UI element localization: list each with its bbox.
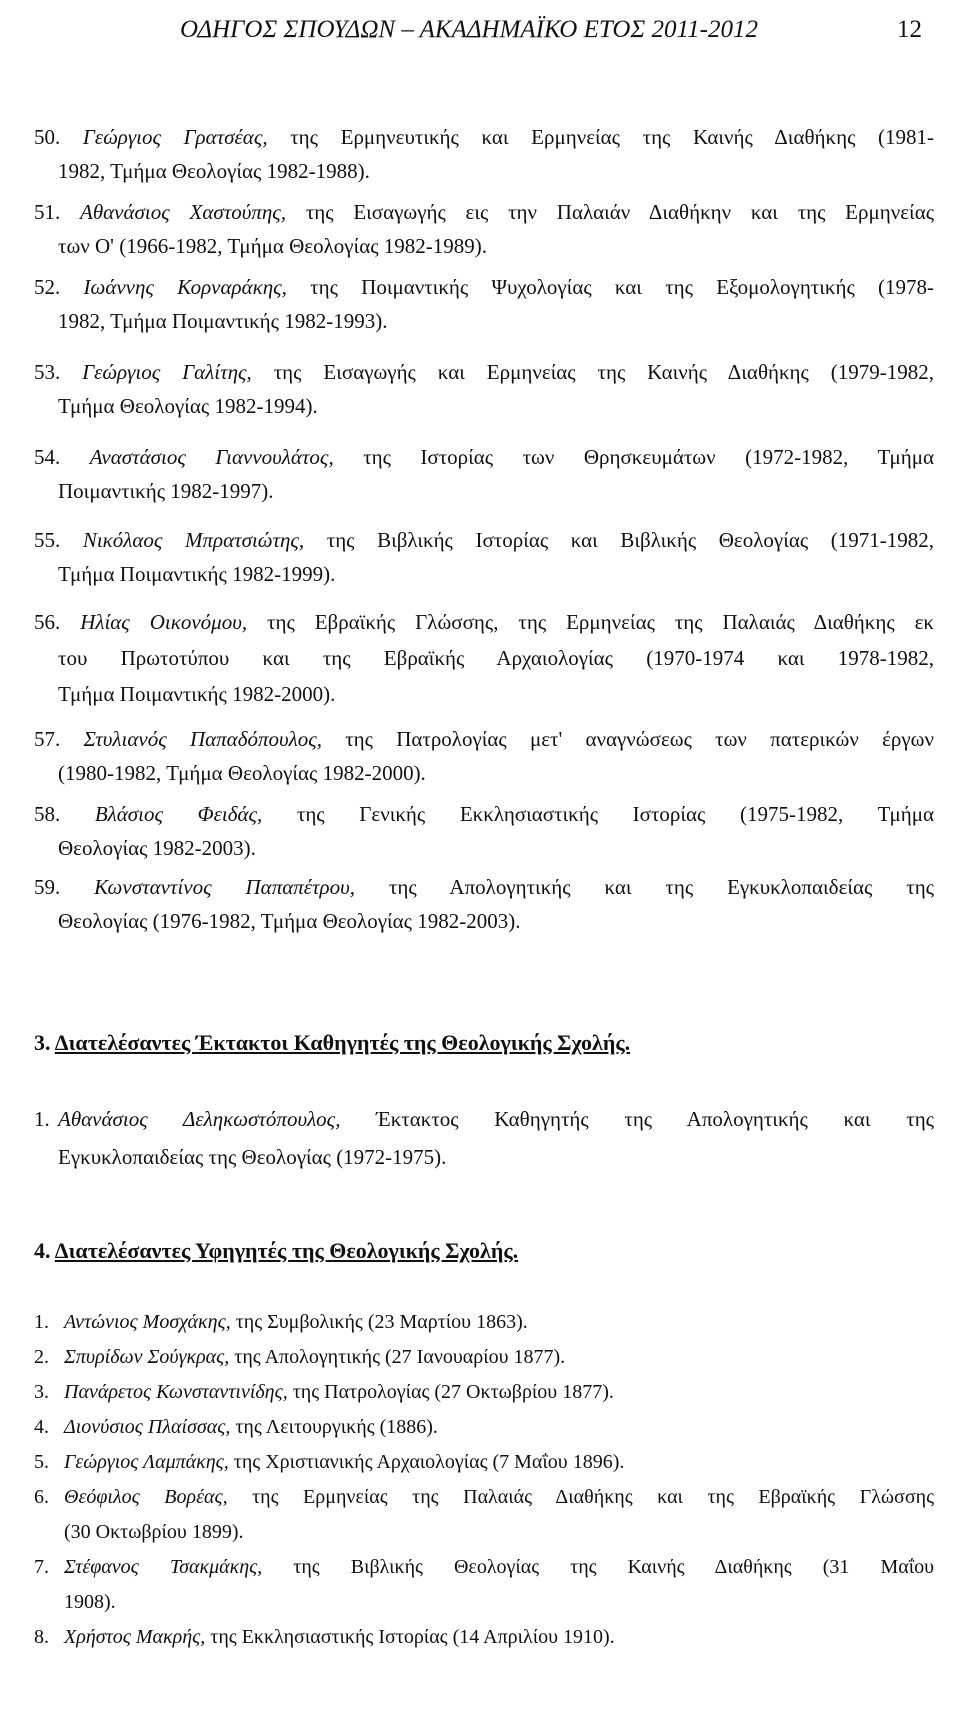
entry-line: Εγκυκλοπαιδείας της Θεολογίας (1972-1975). (58, 1145, 447, 1169)
entry-line: της Πατρολογίας μετ' αναγνώσεως των πατερικών έργων (321, 727, 934, 751)
professor-name: Αθανάσιος Χαστούπης, (80, 200, 287, 224)
professor-name: Νικόλαος Μπρατσιώτης, (82, 528, 305, 552)
section-number: 4. (34, 1238, 55, 1263)
entry-number: 54. (34, 445, 61, 469)
section-title: Διατελέσαντες Υφηγητές της Θεολογικής Σχολής. (54, 1238, 519, 1263)
entry-line: της Ερμηνείας της Παλαιάς Διαθήκης και της Εβραϊκής Γλώσσης (227, 1486, 934, 1508)
entry-line: των Ο' (1966-1982, Τμήμα Θεολογίας 1982-1989). (58, 234, 488, 258)
lecturer-name: Πανάρετος Κωνσταντινίδης, (64, 1381, 288, 1403)
professor-name: Ιωάννης Κορναράκης, (83, 275, 287, 299)
entry-number: 1. (34, 1107, 50, 1131)
section-heading (34, 1030, 934, 1056)
header-title: ΟΔΗΓΟΣ ΣΠΟΥΔΩΝ – ΑΚΑΔΗΜΑΪΚΟ ΕΤΟΣ 2011-2012 (180, 16, 758, 43)
entry-line: της Απολογητικής (27 Ιανουαρίου 1877). (229, 1346, 566, 1368)
entry-line: της Εισαγωγής εις την Παλαιάν Διαθήκην και της Ερμηνείας (286, 200, 935, 224)
entry-number: 55. (34, 528, 61, 552)
entry-line: της Απολογητικής και της Εγκυκλοπαιδείας της (355, 875, 934, 899)
entry-line: 1982, Τμήμα Θεολογίας 1982-1988). (58, 159, 370, 183)
entry-line: του Πρωτοτύπου και της Εβραϊκής Αρχαιολογίας (1970-1974 και 1978-1982, (58, 646, 934, 670)
section-title: Διατελέσαντες Έκτακτοι Καθηγητές της Θεολογικής Σχολής. (54, 1030, 631, 1055)
entry-number: 4. (34, 1416, 49, 1438)
entry-line: Τμήμα Ποιμαντικής 1982-1999). (58, 562, 336, 586)
entry-line: Τμήμα Θεολογίας 1982-1994). (58, 394, 318, 418)
entry-line: της Λειτουργικής (1886). (230, 1416, 438, 1438)
professor-name: Κωνσταντίνος Παπαπέτρου, (94, 875, 356, 899)
entry-number: 53. (34, 360, 61, 384)
lecturer-name: Χρήστος Μακρής, (64, 1626, 206, 1648)
entry-number: 57. (34, 727, 61, 751)
entry-line: της Ιστορίας των Θρησκευμάτων (1972-1982, Τμήμα (333, 445, 935, 469)
lecturer-name: Σπυρίδων Σούγκρας, (64, 1346, 230, 1368)
page-header (0, 16, 960, 56)
entry-number: 59. (34, 875, 61, 899)
entry-line: 1982, Τμήμα Ποιμαντικής 1982-1993). (58, 309, 388, 333)
entry-line: της Συμβολικής (23 Μαρτίου 1863). (230, 1311, 528, 1333)
entry-line: της Εισαγωγής και Ερμηνείας της Καινής Διαθήκης (1979-1982, (251, 360, 935, 384)
professor-name: Γεώργιος Γρατσέας, (82, 125, 268, 149)
entry-number: 52. (34, 275, 61, 299)
entry-number: 2. (34, 1346, 49, 1368)
entry-line: της Βιβλικής Θεολογίας της Καινής Διαθήκης (31 Μαΐου (262, 1556, 934, 1578)
entry-line: της Χριστιανικής Αρχαιολογίας (7 Μαΐου 1896). (228, 1451, 625, 1473)
entry-line: της Ποιμαντικής Ψυχολογίας και της Εξομολογητικής (1978- (286, 275, 935, 299)
entry-number: 7. (34, 1556, 49, 1578)
professor-name: Αθανάσιος Δεληκωστόπουλος, (58, 1107, 341, 1131)
entry-line: της Βιβλικής Ιστορίας και Βιβλικής Θεολογίας (1971-1982, (304, 528, 934, 552)
lecturer-name: Αντώνιος Μοσχάκης, (64, 1311, 231, 1333)
lecturer-name: Θεόφιλος Βορέας, (64, 1486, 228, 1508)
entry-line: Ποιμαντικής 1982-1997). (58, 479, 274, 503)
entry-number: 3. (34, 1381, 49, 1403)
entry-line: της Εβραϊκής Γλώσσης, της Ερμηνείας της Παλαιάς Διαθήκης εκ (247, 610, 934, 634)
section-heading (34, 1238, 934, 1264)
entry-line: Τμήμα Ποιμαντικής 1982-2000). (58, 682, 336, 706)
entry-number: 5. (34, 1451, 49, 1473)
entry-line: της Γενικής Εκκλησιαστικής Ιστορίας (1975-1982, Τμήμα (262, 802, 934, 826)
entry-line: Θεολογίας 1982-2003). (58, 836, 256, 860)
entry-number: 1. (34, 1311, 49, 1333)
entry-line: (1980-1982, Τμήμα Θεολογίας 1982-2000). (58, 761, 426, 785)
section-number: 3. (34, 1030, 55, 1055)
entry-line: (30 Οκτωβρίου 1899). (64, 1521, 244, 1543)
professor-name: Στυλιανός Παπαδόπουλος, (83, 727, 322, 751)
entry-number: 8. (34, 1626, 49, 1648)
entry-line: της Εκκλησιαστικής Ιστορίας (14 Απριλίου 1910). (205, 1626, 615, 1648)
entry-number: 6. (34, 1486, 49, 1508)
professor-name: Γεώργιος Γαλίτης, (82, 360, 252, 384)
entry-number: 51. (34, 200, 61, 224)
professor-name: Ηλίας Οικονόμου, (80, 610, 248, 634)
professor-name: Βλάσιος Φειδάς, (94, 802, 263, 826)
entry-line: της Ερμηνευτικής και Ερμηνείας της Καινής Διαθήκης (1981- (267, 125, 935, 149)
entry-number: 56. (34, 610, 61, 634)
page-number: 12 (897, 16, 922, 43)
entry-line: της Πατρολογίας (27 Οκτωβρίου 1877). (287, 1381, 614, 1403)
professor-name: Αναστάσιος Γιαννουλάτος, (89, 445, 334, 469)
entry-line: Θεολογίας (1976-1982, Τμήμα Θεολογίας 1982-2003). (58, 909, 521, 933)
entry-line: Έκτακτος Καθηγητής της Απολογητικής και της (340, 1107, 934, 1131)
entry-number: 58. (34, 802, 61, 826)
entry-line: 1908). (64, 1591, 116, 1613)
lecturer-name: Γεώργιος Λαμπάκης, (64, 1451, 229, 1473)
lecturer-name: Στέφανος Τσακμάκης, (64, 1556, 263, 1578)
entry-number: 50. (34, 125, 61, 149)
lecturer-name: Διονύσιος Πλαίσσας, (64, 1416, 231, 1438)
